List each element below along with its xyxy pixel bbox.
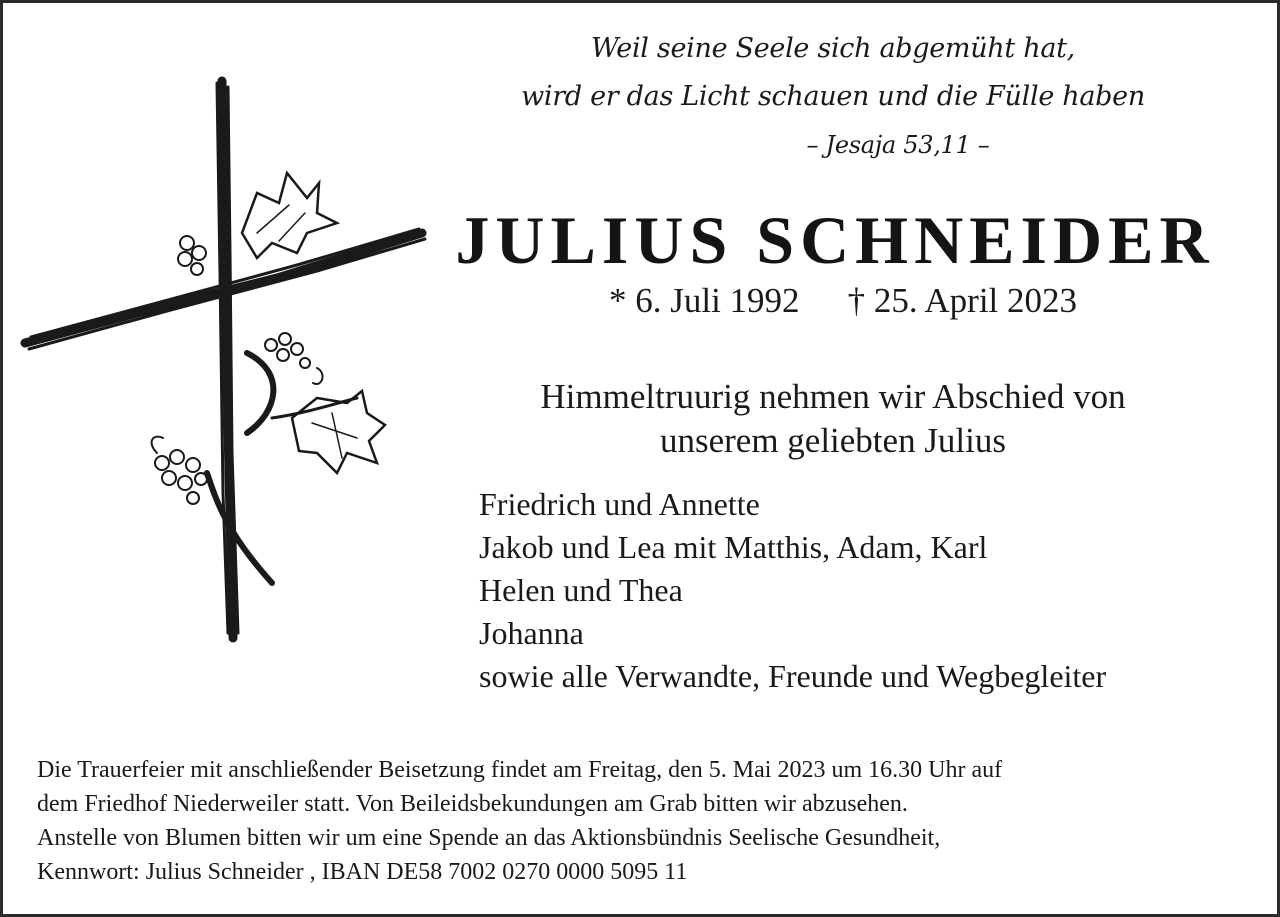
farewell-line-2: unserem geliebten Julius	[659, 421, 1007, 460]
deceased-name: JULIUS SCHNEIDER	[455, 202, 1215, 278]
mourners-list	[479, 483, 1239, 698]
bible-quote	[503, 25, 1163, 169]
announcement-line: Die Trauerfeier mit anschließender Beisetzung findet am Freitag, den 5. Mai 2023 um 16.30 Uhr auf	[37, 757, 1003, 783]
quote-line-2: wird er das Licht schauen und die Fülle haben	[521, 81, 1145, 112]
funeral-announcement	[37, 753, 1257, 889]
mourner-line: Friedrich und Annette	[479, 486, 760, 522]
cross-with-vine-illustration	[17, 73, 437, 653]
birth-date: * 6. Juli 1992	[608, 281, 800, 320]
announcement-line: dem Friedhof Niederweiler statt. Von Beileidsbekundungen am Grab bitten wir abzusehen.	[37, 791, 908, 817]
announcement-line: Kennwort: Julius Schneider , IBAN DE58 7002 0270 0000 5095 11	[37, 859, 688, 885]
mourner-line: Jakob und Lea mit Matthis, Adam, Karl	[479, 529, 988, 565]
quote-line-1: Weil seine Seele sich abgemüht hat,	[591, 33, 1075, 64]
farewell-line-1: Himmeltruurig nehmen wir Abschied von	[540, 377, 1126, 416]
mourner-line: Johanna	[479, 615, 584, 651]
mourner-line: sowie alle Verwandte, Freunde und Wegbegleiter	[479, 658, 1107, 694]
farewell-text	[473, 375, 1193, 463]
death-date: † 25. April 2023	[847, 281, 1078, 320]
announcement-line: Anstelle von Blumen bitten wir um eine Spende an das Aktionsbündnis Seelische Gesundheit,	[37, 825, 941, 851]
life-dates	[543, 281, 1143, 321]
mourner-line: Helen und Thea	[479, 572, 683, 608]
quote-reference: – Jesaja 53,11 –	[806, 131, 990, 159]
